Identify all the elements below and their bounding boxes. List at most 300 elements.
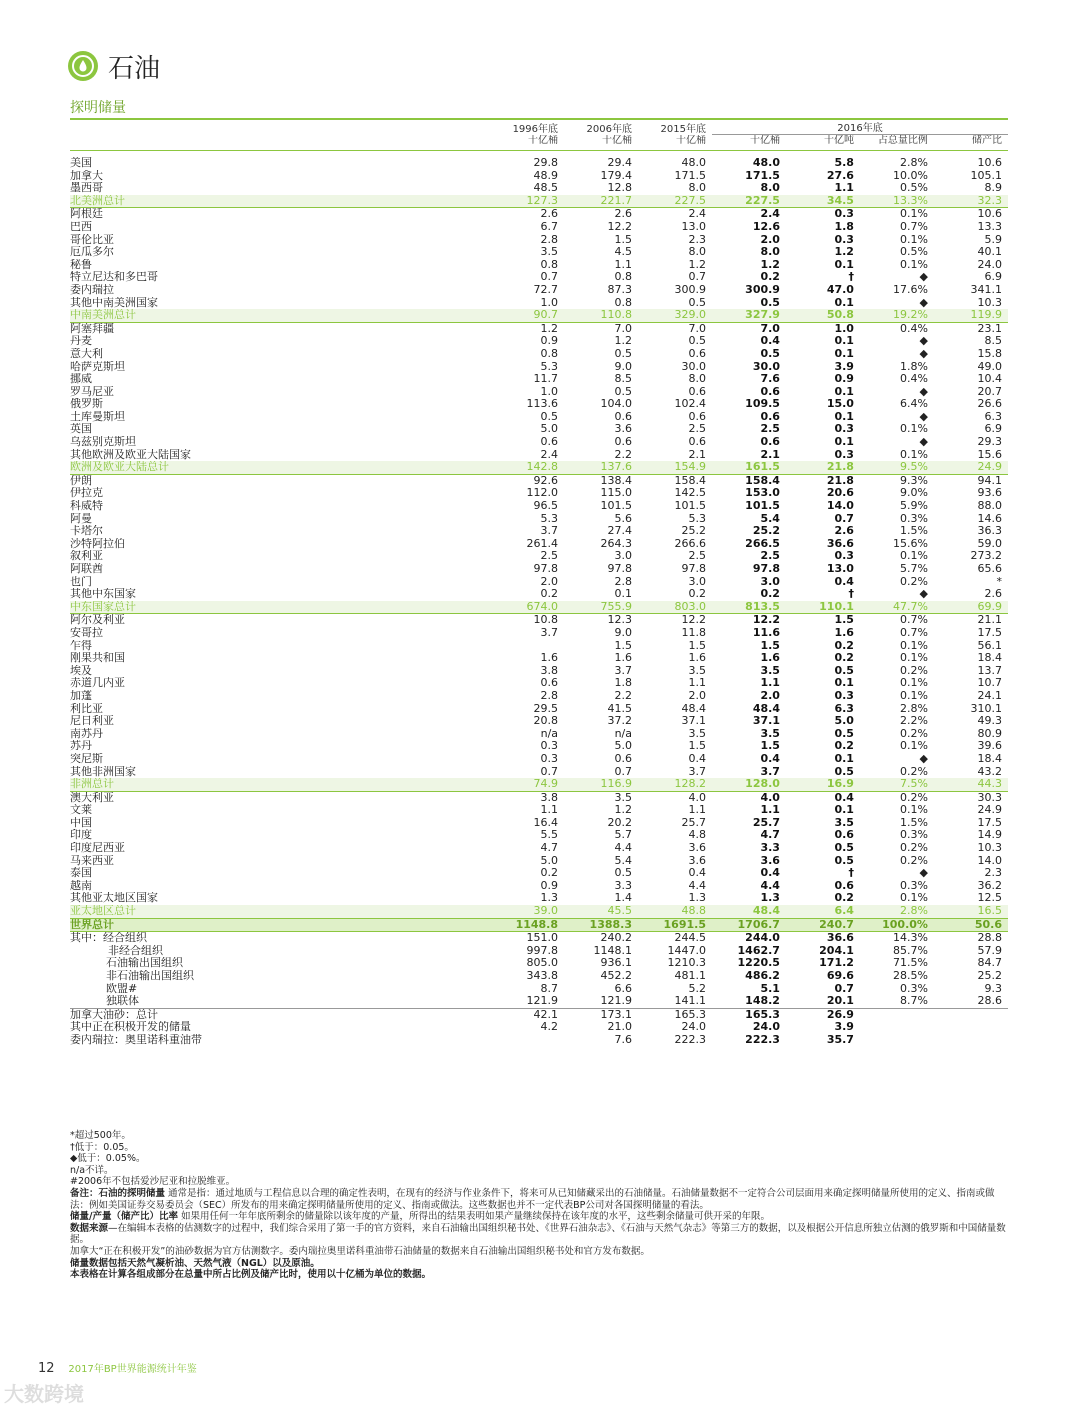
row-label: 乌兹别克斯坦 xyxy=(70,436,136,449)
cell-value: 1148.8 xyxy=(494,918,564,932)
cell-value: 3.7 xyxy=(614,664,632,677)
table-row xyxy=(70,563,1008,576)
row-label: 巴西 xyxy=(70,220,92,233)
cell-value: 15.8 xyxy=(977,347,1002,360)
cell-value: 5.9 xyxy=(984,233,1002,246)
cell-value: 36.6 xyxy=(826,537,854,550)
table-row-total xyxy=(70,195,1008,208)
cell-value: 0.6 xyxy=(760,410,780,423)
cell-value: 3.5 xyxy=(688,727,706,740)
cell-value: 2.2 xyxy=(614,689,632,702)
row-label: 哥伦比亚 xyxy=(70,233,114,246)
table-row xyxy=(70,436,1008,449)
table-row xyxy=(70,970,1008,983)
cell-value: 0.6 xyxy=(614,410,632,423)
table-row xyxy=(70,322,1008,335)
table-row xyxy=(70,703,1008,716)
cell-value: 3.7 xyxy=(540,525,559,538)
cell-value: 142.8 xyxy=(494,461,564,474)
table-row xyxy=(70,842,1008,855)
cell-value: 48.0 xyxy=(681,157,706,169)
cell-value: 3.0 xyxy=(760,575,780,588)
cell-value: 96.5 xyxy=(533,500,559,513)
cell-value: 1.5 xyxy=(614,639,632,652)
cell-value: * xyxy=(996,575,1002,588)
cell-value: 17.5 xyxy=(977,816,1002,829)
cell-value: 2.5 xyxy=(688,550,706,563)
cell-value: n/a xyxy=(540,727,559,740)
cell-value: 1691.5 xyxy=(638,918,712,932)
cell-value: 0.5 xyxy=(614,385,632,398)
table-row xyxy=(70,1008,1008,1021)
cell-value: 1706.7 xyxy=(712,918,786,932)
cell-value: 10.6 xyxy=(977,207,1002,221)
cell-value: 4.2 xyxy=(540,1021,559,1034)
table-row-total xyxy=(70,309,1008,322)
cell-value: 48.4 xyxy=(752,702,780,715)
cell-value: n/a xyxy=(614,727,632,740)
cell-value: 5.0 xyxy=(540,854,559,867)
cell-value: 10.7 xyxy=(977,677,1002,690)
row-label: 厄瓜多尔 xyxy=(70,246,114,259)
row-label: 非经合组织 xyxy=(108,944,163,957)
cell-value: 222.3 xyxy=(745,1033,780,1046)
cell-value: † xyxy=(848,867,854,880)
cell-value: 119.9 xyxy=(934,309,1008,322)
footnote-heading: 备注：石油的探明储量 xyxy=(70,1187,166,1199)
cell-value: 142.5 xyxy=(674,487,706,500)
row-label: 加拿大油砂：总计 xyxy=(70,1008,158,1021)
cell-value: 29.8 xyxy=(533,157,559,169)
cell-value: 0.1 xyxy=(834,410,854,423)
cell-value: 2.6 xyxy=(540,207,559,221)
cell-value: 0.3% xyxy=(899,829,928,842)
table-row xyxy=(70,791,1008,804)
page-title: 石油 xyxy=(108,53,161,84)
cell-value: 17.6% xyxy=(892,283,928,296)
cell-value: 127.3 xyxy=(494,195,564,208)
cell-value: 85.7% xyxy=(892,944,928,957)
footnote-text: 加拿大“正在积极开发”的油砂数据为官方估测数字。委内瑞拉奥里诺科重油带石油储量的数据来自石油输出国组织秘书处和官方发布数据。 xyxy=(70,1245,650,1257)
share-header: 占总量比例 xyxy=(877,135,928,146)
table-row xyxy=(70,728,1008,741)
row-label: 埃及 xyxy=(70,664,92,677)
cell-value: 3.6 xyxy=(614,423,632,436)
row-label: 独联体 xyxy=(106,995,139,1008)
table-row xyxy=(70,1021,1008,1034)
cell-value: 13.3% xyxy=(860,195,934,208)
footnotes xyxy=(70,1130,1010,1281)
cell-value: 39.0 xyxy=(494,905,564,918)
cell-value: 71.5% xyxy=(892,957,928,970)
table-row xyxy=(70,335,1008,348)
cell-value: ◆ xyxy=(919,410,928,423)
cell-value: 2.4 xyxy=(760,207,780,221)
table-row xyxy=(70,995,1008,1008)
cell-value: 0.4 xyxy=(834,575,854,588)
cell-value: 97.8 xyxy=(607,563,632,575)
cell-value: 9.0 xyxy=(614,360,632,373)
table-row-total xyxy=(70,905,1008,918)
footnote-text: #2006年不包括爱沙尼亚和拉脱维亚。 xyxy=(70,1176,236,1188)
cell-value: 18.4 xyxy=(977,652,1002,665)
row-label: 委内瑞拉 xyxy=(70,283,114,296)
cell-value: 244.5 xyxy=(674,931,706,945)
cell-value: ◆ xyxy=(919,752,928,765)
cell-value: 13.0 xyxy=(826,563,854,575)
row-label: 其中正在积极开发的储量 xyxy=(70,1021,191,1034)
cell-value: 105.1 xyxy=(970,169,1002,182)
section-subtitle: 探明储量 xyxy=(70,100,126,116)
cell-value: 9.3% xyxy=(899,474,928,487)
cell-value: 7.6 xyxy=(614,1033,632,1046)
cell-value: 97.8 xyxy=(752,563,780,575)
cell-value: 4.8 xyxy=(688,829,706,842)
cell-value: 2.5 xyxy=(688,423,706,436)
cell-value: 9.5% xyxy=(860,461,934,474)
cell-value: 3.5 xyxy=(540,246,559,259)
footnote-heading: 数据来源 xyxy=(70,1222,109,1234)
cell-value: 5.3 xyxy=(540,512,559,525)
table-row xyxy=(70,804,1008,817)
row-label: 石油输出国组织 xyxy=(106,957,183,970)
cell-value: 12.2 xyxy=(752,613,780,627)
cell-value: 1.1 xyxy=(834,182,854,195)
row-label: 俄罗斯 xyxy=(70,398,103,411)
title-row xyxy=(68,48,160,84)
cell-value: 5.6 xyxy=(614,512,632,525)
cell-value: 141.1 xyxy=(674,995,706,1008)
cell-value: 57.9 xyxy=(977,944,1002,957)
cell-value: 24.0 xyxy=(752,1021,780,1034)
cell-value: 2.2% xyxy=(899,715,928,728)
table-row xyxy=(70,880,1008,893)
cell-value: 0.7 xyxy=(834,982,854,995)
cell-value: 1.0 xyxy=(540,296,559,309)
cell-value: 6.6 xyxy=(614,982,632,995)
cell-value: 12.2 xyxy=(607,220,632,233)
cell-value: 0.5% xyxy=(899,246,928,259)
cell-value: 48.4 xyxy=(681,702,706,715)
cell-value: 17.5 xyxy=(977,626,1002,639)
cell-value: 3.7 xyxy=(688,765,706,778)
table-row xyxy=(70,157,1008,170)
cell-value: 5.1 xyxy=(760,982,780,995)
cell-value: 4.0 xyxy=(760,791,780,804)
cell-value: 0.3 xyxy=(540,740,559,753)
cell-value: 8.0 xyxy=(760,182,780,195)
cell-value: 1.2 xyxy=(614,804,632,817)
cell-value: 14.9 xyxy=(977,829,1002,842)
table-row xyxy=(70,652,1008,665)
row-label: 其他中东国家 xyxy=(70,588,136,601)
cell-value: 110.1 xyxy=(786,601,860,614)
footnote-text: ◆低于：0.05%。 xyxy=(70,1153,146,1165)
cell-value: 8.7% xyxy=(899,995,928,1008)
footnote-text: n/a不详。 xyxy=(70,1164,114,1176)
cell-value: 3.9 xyxy=(834,360,854,373)
table-row xyxy=(70,715,1008,728)
cell-value: 7.0 xyxy=(688,322,706,335)
cell-value: 56.1 xyxy=(977,639,1002,652)
cell-value: 0.5 xyxy=(834,854,854,867)
cell-value: 1.8 xyxy=(834,220,854,233)
cell-value: 3.5 xyxy=(760,664,780,677)
cell-value: 30.0 xyxy=(681,360,706,373)
footnote-text: —在编辑本表格的估测数字的过程中，我们综合采用了第一手的官方资料，来自石油输出国组织秘书处、《世界石油杂志》、《石油与天然气杂志》等第三方的数据，以及根据公开信息所独立估测的俄罗斯和中国储量数据。 xyxy=(70,1222,1006,1246)
cell-value: 266.5 xyxy=(745,537,780,550)
cell-value: 0.4 xyxy=(760,335,780,348)
col-2006: 2006年底 xyxy=(586,123,632,135)
table-row xyxy=(70,867,1008,880)
cell-value: 15.0 xyxy=(826,398,854,411)
row-label: 苏丹 xyxy=(70,740,92,753)
cell-value: 0.2 xyxy=(760,271,780,284)
cell-value: 0.3 xyxy=(834,233,854,246)
cell-value: 0.5 xyxy=(834,842,854,855)
cell-value: 36.6 xyxy=(826,931,854,945)
cell-value: 72.7 xyxy=(533,283,559,296)
cell-value: 1.8 xyxy=(614,677,632,690)
cell-value: 0.2 xyxy=(688,588,706,601)
row-label: 罗马尼亚 xyxy=(70,385,114,398)
cell-value: 0.1 xyxy=(614,588,632,601)
cell-value: 0.7 xyxy=(540,765,559,778)
cell-value: 151.0 xyxy=(526,931,559,945)
cell-value: 2.0 xyxy=(688,689,706,702)
cell-value: 805.0 xyxy=(526,957,559,970)
cell-value: 6.7 xyxy=(540,220,559,233)
cell-value xyxy=(494,1034,564,1047)
cell-value: 14.6 xyxy=(977,512,1002,525)
row-label: 刚果共和国 xyxy=(70,652,125,665)
cell-value: 2.1 xyxy=(688,448,706,461)
cell-value: 15.6 xyxy=(977,448,1002,461)
cell-value: 0.6 xyxy=(614,752,632,765)
table-row xyxy=(70,170,1008,183)
cell-value: 30.0 xyxy=(752,360,780,373)
cell-value: 0.1 xyxy=(834,436,854,449)
cell-value: 10.4 xyxy=(977,373,1002,386)
cell-value: 13.3 xyxy=(977,220,1002,233)
footnote-heading: 本表格在计算各组成部分在总量中所占比例及储产比时，使用以十亿桶为单位的数据。 xyxy=(70,1269,432,1281)
cell-value: 0.5 xyxy=(834,727,854,740)
cell-value: 1.3 xyxy=(540,892,559,905)
cell-value: 2.5 xyxy=(760,550,780,563)
cell-value: 3.8 xyxy=(540,664,559,677)
cell-value: 90.7 xyxy=(494,309,564,322)
cell-value: 29.3 xyxy=(977,436,1002,449)
cell-value: 100.0% xyxy=(860,918,934,932)
table-row xyxy=(70,500,1008,513)
row-label: 秘鲁 xyxy=(70,258,92,271)
cell-value: 116.9 xyxy=(564,778,638,791)
cell-value: 0.7 xyxy=(540,271,559,284)
cell-value: 50.8 xyxy=(786,309,860,322)
cell-value: 16.5 xyxy=(934,905,1008,918)
cell-value: 25.2 xyxy=(977,970,1002,982)
cell-value: 110.8 xyxy=(564,309,638,322)
cell-value: ◆ xyxy=(919,436,928,449)
table-row xyxy=(70,627,1008,640)
cell-value: 24.0 xyxy=(681,1021,706,1034)
cell-value: 2.3 xyxy=(984,867,1002,880)
row-label: 突尼斯 xyxy=(70,752,103,765)
cell-value: 9.3 xyxy=(984,982,1002,995)
row-label: 其他欧洲及欧亚大陆国家 xyxy=(70,448,191,461)
cell-value: 8.5 xyxy=(984,335,1002,348)
cell-value: 21.8 xyxy=(786,461,860,474)
cell-value: 37.1 xyxy=(681,715,706,728)
cell-value: 221.7 xyxy=(564,195,638,208)
cell-value: 1.8% xyxy=(899,360,928,373)
cell-value: 227.5 xyxy=(712,195,786,208)
cell-value: 0.1% xyxy=(899,652,928,665)
cell-value: 43.2 xyxy=(977,765,1002,778)
footnote xyxy=(70,1211,1010,1223)
footer xyxy=(38,1360,197,1376)
cell-value: 80.9 xyxy=(977,727,1002,740)
cell-value: 69.6 xyxy=(826,970,854,982)
cell-value: 3.9 xyxy=(834,1021,854,1034)
table-row xyxy=(70,297,1008,310)
footnote-text: †低于：0.05。 xyxy=(70,1141,134,1153)
cell-value: 11.6 xyxy=(752,626,780,639)
cell-value: 128.2 xyxy=(638,778,712,791)
cell-value: 115.0 xyxy=(600,487,632,500)
cell-value: 803.0 xyxy=(638,601,712,614)
cell-value: 36.2 xyxy=(977,879,1002,892)
cell-value: 48.0 xyxy=(752,157,780,169)
table-row xyxy=(70,398,1008,411)
cell-value: 14.3% xyxy=(892,931,928,945)
cell-value xyxy=(860,1021,934,1034)
cell-value xyxy=(494,640,564,653)
cell-value: 24.0 xyxy=(977,258,1002,271)
cell-value: 6.9 xyxy=(984,271,1002,284)
row-label: 美国 xyxy=(70,157,92,169)
cell-value: 2.2 xyxy=(614,448,632,461)
cell-value: 104.0 xyxy=(600,398,632,411)
table-row xyxy=(70,576,1008,589)
cell-value: 0.3 xyxy=(834,689,854,702)
cell-value: 0.1% xyxy=(899,740,928,753)
cell-value: 1210.3 xyxy=(667,957,706,970)
row-label: 也门 xyxy=(70,575,92,588)
cell-value: 101.5 xyxy=(745,500,780,513)
cell-value: 88.0 xyxy=(977,500,1002,513)
table-row xyxy=(70,525,1008,538)
table-row xyxy=(70,677,1008,690)
cell-value: 8.0 xyxy=(688,373,706,386)
cell-value: 1.5% xyxy=(899,525,928,538)
cell-value: 20.6 xyxy=(826,487,854,500)
table-row xyxy=(70,284,1008,297)
cell-value: 4.4 xyxy=(760,879,780,892)
cell-value: 0.3 xyxy=(834,550,854,563)
table-row xyxy=(70,348,1008,361)
cell-value: 0.1% xyxy=(899,677,928,690)
cell-value: 0.1% xyxy=(899,423,928,436)
cell-value: 0.2 xyxy=(540,588,559,601)
row-label: 越南 xyxy=(70,879,92,892)
footnote xyxy=(70,1142,1010,1154)
row-label: 中南美洲总计 xyxy=(70,309,494,322)
cell-value: 20.2 xyxy=(607,816,632,829)
cell-value: 5.9% xyxy=(899,500,928,513)
row-label: 世界总计 xyxy=(70,918,494,932)
cell-value: 3.6 xyxy=(760,854,780,867)
cell-value: 0.1 xyxy=(834,385,854,398)
cell-value: ◆ xyxy=(919,347,928,360)
cell-value: 65.6 xyxy=(977,563,1002,575)
cell-value: 2.8 xyxy=(540,689,559,702)
cell-value: 102.4 xyxy=(674,398,706,411)
table-row xyxy=(70,957,1008,970)
cell-value: 13.0 xyxy=(681,220,706,233)
cell-value: 0.5 xyxy=(760,296,780,309)
cell-value: 481.1 xyxy=(674,970,706,982)
cell-value: 2.6 xyxy=(834,525,854,538)
row-label: 赤道几内亚 xyxy=(70,677,125,690)
row-label: 卡塔尔 xyxy=(70,525,103,538)
cell-value: 3.8 xyxy=(540,791,559,804)
cell-value: 2.8 xyxy=(540,233,559,246)
cell-value: 7.6 xyxy=(760,373,780,386)
footnote xyxy=(70,1176,1010,1188)
cell-value: 128.0 xyxy=(712,778,786,791)
cell-value: 2.6 xyxy=(984,588,1002,601)
cell-value: 44.3 xyxy=(934,778,1008,791)
table-row xyxy=(70,221,1008,234)
row-label: 英国 xyxy=(70,423,92,436)
cell-value: 28.8 xyxy=(977,931,1002,945)
row-label: 印度 xyxy=(70,829,92,842)
cell-value: 0.5 xyxy=(688,296,706,309)
row-label: 利比亚 xyxy=(70,702,103,715)
row-label: 挪威 xyxy=(70,373,92,386)
cell-value: 47.7% xyxy=(860,601,934,614)
table-row-total xyxy=(70,601,1008,614)
cell-value: 9.0% xyxy=(899,487,928,500)
cell-value: 0.1 xyxy=(834,804,854,817)
table-body xyxy=(70,157,1008,1047)
cell-value: 244.0 xyxy=(745,931,780,945)
cell-value: 92.6 xyxy=(533,474,559,487)
cell-value: 0.3 xyxy=(834,423,854,436)
cell-value: 0.2 xyxy=(834,639,854,652)
row-label: 澳大利亚 xyxy=(70,791,114,804)
cell-value: 173.1 xyxy=(600,1008,632,1021)
cell-value: 0.2% xyxy=(899,727,928,740)
cell-value: 0.6 xyxy=(540,436,559,449)
cell-value: 0.4 xyxy=(834,791,854,804)
cell-value: 21.1 xyxy=(977,613,1002,627)
cell-value: 343.8 xyxy=(526,970,559,982)
table-row-total xyxy=(70,778,1008,791)
footnote xyxy=(70,1188,1010,1211)
table-row xyxy=(70,513,1008,526)
cell-value: 2.8% xyxy=(899,702,928,715)
footnote xyxy=(70,1269,1010,1281)
table-row xyxy=(70,690,1008,703)
row-label: 意大利 xyxy=(70,347,103,360)
cell-value: 10.3 xyxy=(977,296,1002,309)
row-label: 中国 xyxy=(70,816,92,829)
cell-value: 222.3 xyxy=(674,1033,706,1046)
footnote xyxy=(70,1165,1010,1177)
cell-value: 1.5 xyxy=(688,639,706,652)
